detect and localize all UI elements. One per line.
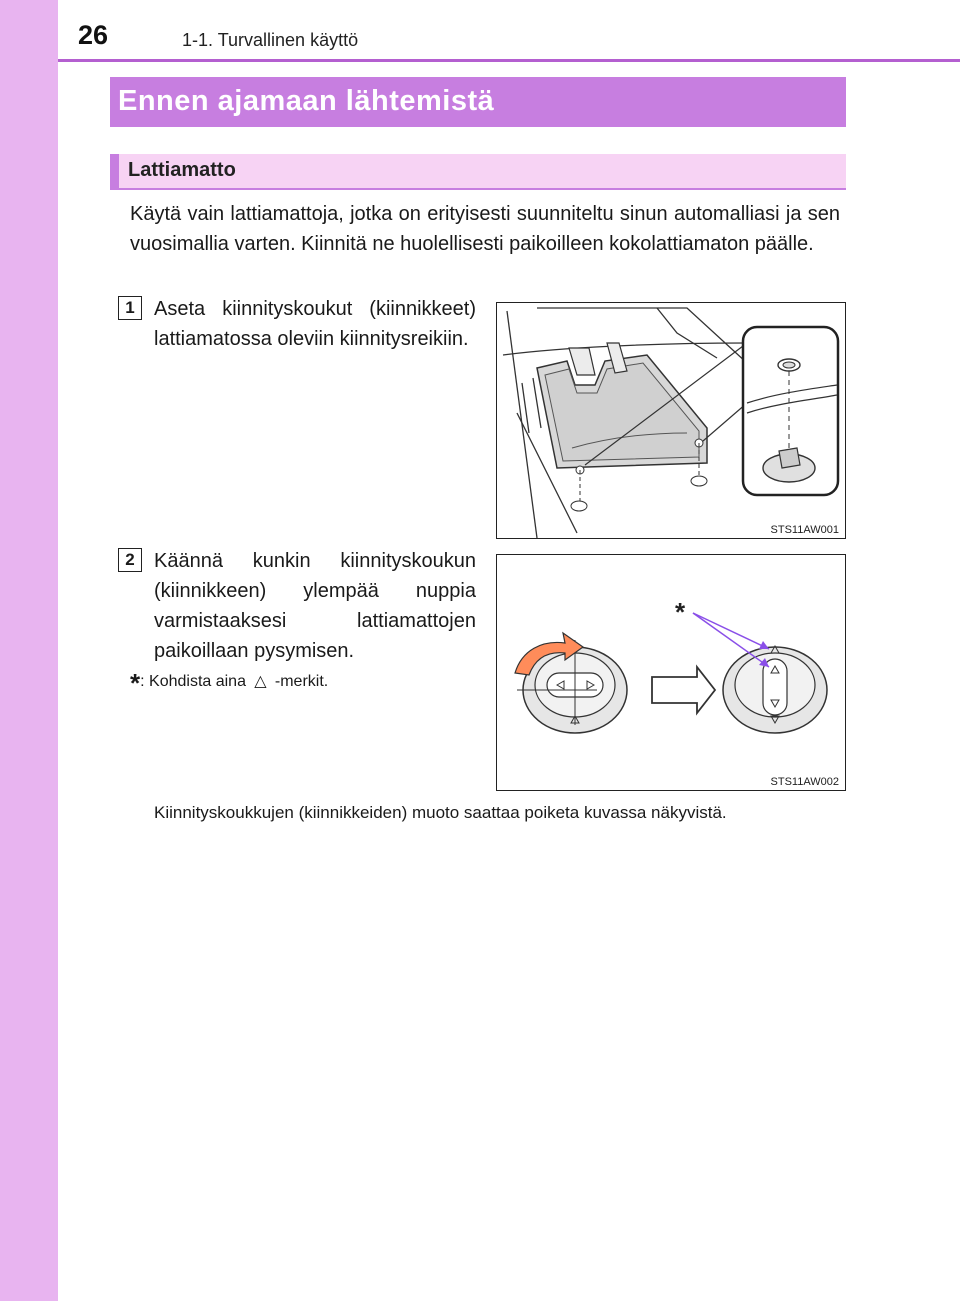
figure-rotate-knob: [496, 554, 846, 791]
step-number-2: 2: [118, 548, 142, 572]
figure-1-code: STS11AW001: [770, 524, 839, 536]
alignment-note: [130, 668, 328, 699]
step-text-2: Käännä kunkin kiinnityskoukun (kiinnikkeen) ylempää nuppia varmistaaksesi lattiamattojen paikoillaan pysymisen.: [154, 550, 476, 662]
figure-2-code: STS11AW002: [770, 776, 839, 788]
step-number-1: 1: [118, 296, 142, 320]
intro-paragraph: Käytä vain lattiamattoja, jotka on erityisesti suunniteltu sinun automalliasi ja sen vuosimallia varten. Kiinnitä ne huolellisesti paikoilleen kokolattiamaton päälle.: [130, 203, 840, 255]
step-text-1: Aseta kiinnityskoukut (kiinnikkeet) lattiamatossa oleviin kiinnitysreikiin.: [154, 298, 476, 350]
subheading: Lattiamatto: [128, 159, 236, 181]
section-label: 1-1. Turvallinen käyttö: [182, 30, 359, 50]
subheading-accent: [110, 154, 119, 188]
floor-mat-illustration: [497, 303, 845, 538]
note-suffix: -merkit.: [274, 673, 329, 690]
page-number: 26: [78, 20, 109, 50]
footnote: Kiinnityskoukkujen (kiinnikkeiden) muoto saattaa poiketa kuvassa näkyvistä.: [154, 803, 727, 822]
header-rule: [58, 59, 960, 62]
triangle-mark-icon: △: [254, 673, 267, 690]
note-star: *: [130, 668, 141, 698]
figure-floor-mat: [496, 302, 846, 539]
note-prefix: : Kohdista aina: [140, 673, 246, 690]
page-title: Ennen ajamaan lähtemistä: [118, 85, 495, 117]
rotate-knob-illustration: [497, 555, 845, 790]
side-strip: [0, 0, 58, 1301]
figure-2-star: *: [675, 597, 686, 627]
